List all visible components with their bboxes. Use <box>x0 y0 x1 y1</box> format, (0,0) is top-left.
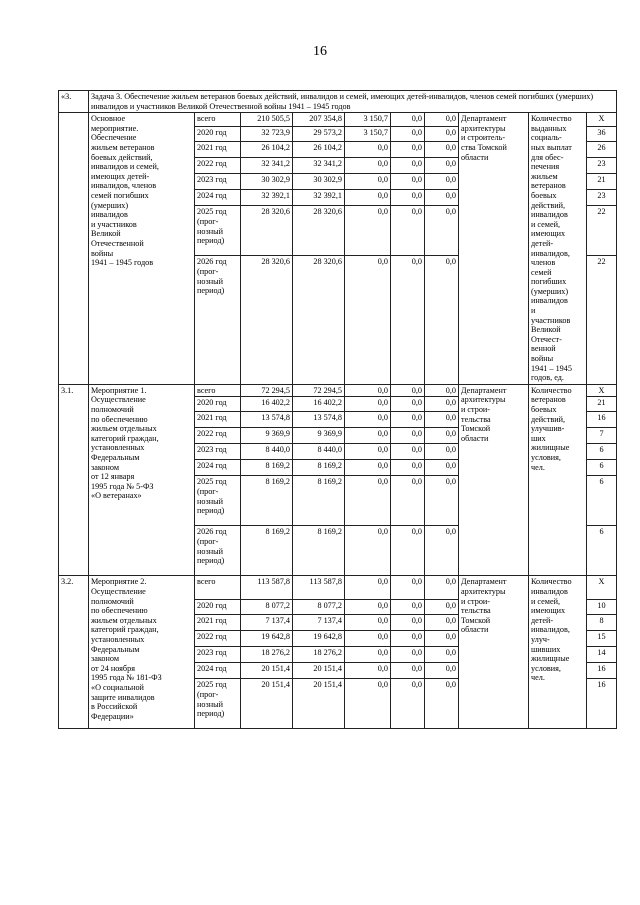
budget-4-cell: 0,0 <box>425 256 459 384</box>
period-cell: 2022 год <box>195 428 241 444</box>
total-cell: 26 104,2 <box>241 142 293 158</box>
budget-3-cell: 0,0 <box>391 460 425 476</box>
budget-1-cell: 13 574,8 <box>293 412 345 428</box>
indicator-value-cell: Х <box>587 113 617 127</box>
budget-2-cell: 0,0 <box>345 647 391 663</box>
budget-3-cell: 0,0 <box>391 615 425 631</box>
indicator-value-cell: 8 <box>587 615 617 631</box>
total-cell: 8 169,2 <box>241 460 293 476</box>
period-cell: всего <box>195 384 241 397</box>
period-cell: всего <box>195 113 241 127</box>
block-number <box>59 113 89 385</box>
budget-4-cell: 0,0 <box>425 142 459 158</box>
budget-1-cell: 113 587,8 <box>293 576 345 600</box>
period-cell: 2026 год (прог-нозный период) <box>195 256 241 384</box>
task-row <box>59 91 617 113</box>
period-cell: 2025 год (прог-нозный период) <box>195 679 241 729</box>
total-cell: 7 137,4 <box>241 615 293 631</box>
budget-3-cell: 0,0 <box>391 127 425 142</box>
block-number: 3.2. <box>59 576 89 729</box>
indicator-value-cell: 15 <box>587 631 617 647</box>
indicator-value-cell: Х <box>587 576 617 600</box>
page-number: 16 <box>313 44 327 59</box>
total-cell: 30 302,9 <box>241 174 293 190</box>
period-cell: 2021 год <box>195 142 241 158</box>
budget-1-cell: 9 369,9 <box>293 428 345 444</box>
budget-1-cell: 8 169,2 <box>293 476 345 526</box>
total-cell: 8 169,2 <box>241 476 293 526</box>
budget-1-cell: 20 151,4 <box>293 679 345 729</box>
budget-1-cell: 32 392,1 <box>293 190 345 206</box>
indicator-value-cell: Х <box>587 384 617 397</box>
budget-4-cell: 0,0 <box>425 428 459 444</box>
indicator-value-cell: 16 <box>587 679 617 729</box>
indicator-cell: Количество выданных социаль- ных выплат для обес- печения жильем ветеранов боевых действий, инвалидов и семей, имеющих детей- инвалидов, членов семей погибших (умерших) инвалидов и участников Великой Отечест- венной войны 1941 – 1945 годов, ед. <box>529 113 587 385</box>
budget-1-cell: 28 320,6 <box>293 256 345 384</box>
total-cell: 28 320,6 <box>241 206 293 256</box>
budget-1-cell: 8 077,2 <box>293 600 345 615</box>
budget-4-cell: 0,0 <box>425 174 459 190</box>
period-cell: 2024 год <box>195 663 241 679</box>
indicator-cell: Количество инвалидов и семей, имеющих детей- инвалидов, улуч- шивших жилищные условия, чел. <box>529 576 587 729</box>
budget-4-cell: 0,0 <box>425 631 459 647</box>
budget-3-cell: 0,0 <box>391 476 425 526</box>
budget-3-cell: 0,0 <box>391 256 425 384</box>
program-table <box>58 90 617 729</box>
budget-2-cell: 3 150,7 <box>345 127 391 142</box>
period-cell: 2024 год <box>195 460 241 476</box>
budget-4-cell: 0,0 <box>425 576 459 600</box>
total-cell: 13 574,8 <box>241 412 293 428</box>
block-description: Основное мероприятие. Обеспечение жильем ветеранов боевых действий, инвалидов и семей, имеющих детей- инвалидов, членов семей погибших (умерших) инвалидов и участников Великой Отечественной войны 1941 – 1945 годов <box>89 113 195 385</box>
indicator-value-cell: 7 <box>587 428 617 444</box>
budget-2-cell: 0,0 <box>345 397 391 412</box>
budget-1-cell: 32 341,2 <box>293 158 345 174</box>
budget-4-cell: 0,0 <box>425 679 459 729</box>
budget-3-cell: 0,0 <box>391 526 425 576</box>
total-cell: 16 402,2 <box>241 397 293 412</box>
indicator-value-cell: 22 <box>587 256 617 384</box>
indicator-value-cell: 6 <box>587 526 617 576</box>
budget-1-cell: 16 402,2 <box>293 397 345 412</box>
budget-2-cell: 0,0 <box>345 412 391 428</box>
block-description: Мероприятие 2. Осуществление полномочий по обеспечению жильем отдельных категорий граждан, установленных Федеральным законом от 24 ноября 1995 года № 181-ФЗ «О социальной защите инвалидов в Российской Федерации» <box>89 576 195 729</box>
indicator-value-cell: 6 <box>587 476 617 526</box>
period-cell: 2022 год <box>195 631 241 647</box>
block-number: 3.1. <box>59 384 89 576</box>
total-cell: 28 320,6 <box>241 256 293 384</box>
budget-2-cell: 0,0 <box>345 158 391 174</box>
budget-1-cell: 8 169,2 <box>293 460 345 476</box>
budget-2-cell: 0,0 <box>345 526 391 576</box>
budget-1-cell: 28 320,6 <box>293 206 345 256</box>
task-number: «3. <box>59 91 89 113</box>
budget-2-cell: 0,0 <box>345 615 391 631</box>
budget-1-cell: 7 137,4 <box>293 615 345 631</box>
budget-2-cell: 0,0 <box>345 174 391 190</box>
budget-3-cell: 0,0 <box>391 206 425 256</box>
budget-2-cell: 0,0 <box>345 190 391 206</box>
budget-4-cell: 0,0 <box>425 526 459 576</box>
total-cell: 20 151,4 <box>241 663 293 679</box>
indicator-value-cell: 26 <box>587 142 617 158</box>
indicator-value-cell: 6 <box>587 460 617 476</box>
budget-3-cell: 0,0 <box>391 679 425 729</box>
total-cell: 18 276,2 <box>241 647 293 663</box>
budget-3-cell: 0,0 <box>391 412 425 428</box>
budget-1-cell: 19 642,8 <box>293 631 345 647</box>
period-cell: всего <box>195 576 241 600</box>
indicator-value-cell: 21 <box>587 174 617 190</box>
total-cell: 8 077,2 <box>241 600 293 615</box>
budget-3-cell: 0,0 <box>391 190 425 206</box>
period-cell: 2020 год <box>195 600 241 615</box>
budget-1-cell: 8 440,0 <box>293 444 345 460</box>
table-body <box>59 91 617 729</box>
period-cell: 2023 год <box>195 647 241 663</box>
budget-1-cell: 8 169,2 <box>293 526 345 576</box>
indicator-value-cell: 14 <box>587 647 617 663</box>
period-cell: 2020 год <box>195 397 241 412</box>
budget-3-cell: 0,0 <box>391 631 425 647</box>
budget-3-cell: 0,0 <box>391 576 425 600</box>
period-cell: 2023 год <box>195 444 241 460</box>
budget-4-cell: 0,0 <box>425 600 459 615</box>
budget-2-cell: 0,0 <box>345 600 391 615</box>
table-row <box>59 576 617 600</box>
budget-2-cell: 0,0 <box>345 142 391 158</box>
total-cell: 32 341,2 <box>241 158 293 174</box>
budget-3-cell: 0,0 <box>391 142 425 158</box>
period-cell: 2025 год (прог-нозный период) <box>195 476 241 526</box>
budget-3-cell: 0,0 <box>391 397 425 412</box>
indicator-cell: Количество ветеранов боевых действий, улучшив- ших жилищные условия, чел. <box>529 384 587 576</box>
period-cell: 2023 год <box>195 174 241 190</box>
period-cell: 2024 год <box>195 190 241 206</box>
budget-4-cell: 0,0 <box>425 444 459 460</box>
budget-4-cell: 0,0 <box>425 113 459 127</box>
budget-2-cell: 0,0 <box>345 428 391 444</box>
budget-4-cell: 0,0 <box>425 615 459 631</box>
budget-4-cell: 0,0 <box>425 663 459 679</box>
indicator-value-cell: 6 <box>587 444 617 460</box>
budget-2-cell: 0,0 <box>345 444 391 460</box>
budget-2-cell: 0,0 <box>345 663 391 679</box>
total-cell: 210 505,5 <box>241 113 293 127</box>
budget-4-cell: 0,0 <box>425 412 459 428</box>
budget-1-cell: 207 354,8 <box>293 113 345 127</box>
total-cell: 20 151,4 <box>241 679 293 729</box>
budget-4-cell: 0,0 <box>425 476 459 526</box>
budget-4-cell: 0,0 <box>425 127 459 142</box>
budget-2-cell: 3 150,7 <box>345 113 391 127</box>
total-cell: 32 723,9 <box>241 127 293 142</box>
budget-1-cell: 18 276,2 <box>293 647 345 663</box>
budget-4-cell: 0,0 <box>425 460 459 476</box>
budget-4-cell: 0,0 <box>425 647 459 663</box>
budget-2-cell: 0,0 <box>345 384 391 397</box>
budget-2-cell: 0,0 <box>345 460 391 476</box>
total-cell: 113 587,8 <box>241 576 293 600</box>
indicator-value-cell: 23 <box>587 158 617 174</box>
indicator-value-cell: 23 <box>587 190 617 206</box>
total-cell: 8 169,2 <box>241 526 293 576</box>
indicator-value-cell: 21 <box>587 397 617 412</box>
budget-3-cell: 0,0 <box>391 444 425 460</box>
total-cell: 72 294,5 <box>241 384 293 397</box>
indicator-value-cell: 16 <box>587 663 617 679</box>
budget-2-cell: 0,0 <box>345 576 391 600</box>
budget-3-cell: 0,0 <box>391 428 425 444</box>
budget-1-cell: 29 573,2 <box>293 127 345 142</box>
period-cell: 2021 год <box>195 412 241 428</box>
table-row <box>59 113 617 127</box>
total-cell: 9 369,9 <box>241 428 293 444</box>
budget-1-cell: 30 302,9 <box>293 174 345 190</box>
block-description: Мероприятие 1. Осуществление полномочий по обеспечению жильем отдельных категорий граждан, установленных Федеральным законом от 12 января 1995 года № 5-ФЗ «О ветеранах» <box>89 384 195 576</box>
total-cell: 8 440,0 <box>241 444 293 460</box>
period-cell: 2021 год <box>195 615 241 631</box>
indicator-value-cell: 16 <box>587 412 617 428</box>
budget-2-cell: 0,0 <box>345 679 391 729</box>
budget-3-cell: 0,0 <box>391 113 425 127</box>
budget-4-cell: 0,0 <box>425 397 459 412</box>
executor-cell: Департамент архитектуры и строи- тельства Томской области <box>459 576 529 729</box>
indicator-value-cell: 10 <box>587 600 617 615</box>
budget-3-cell: 0,0 <box>391 663 425 679</box>
budget-2-cell: 0,0 <box>345 631 391 647</box>
executor-cell: Департамент архитектуры и строитель- ства Томской области <box>459 113 529 385</box>
budget-2-cell: 0,0 <box>345 206 391 256</box>
period-cell: 2020 год <box>195 127 241 142</box>
budget-3-cell: 0,0 <box>391 600 425 615</box>
budget-3-cell: 0,0 <box>391 158 425 174</box>
budget-3-cell: 0,0 <box>391 384 425 397</box>
budget-1-cell: 72 294,5 <box>293 384 345 397</box>
period-cell: 2025 год (прог-нозный период) <box>195 206 241 256</box>
indicator-value-cell: 36 <box>587 127 617 142</box>
budget-2-cell: 0,0 <box>345 256 391 384</box>
budget-2-cell: 0,0 <box>345 476 391 526</box>
budget-3-cell: 0,0 <box>391 174 425 190</box>
table-row <box>59 384 617 397</box>
budget-4-cell: 0,0 <box>425 206 459 256</box>
total-cell: 19 642,8 <box>241 631 293 647</box>
budget-4-cell: 0,0 <box>425 190 459 206</box>
budget-1-cell: 20 151,4 <box>293 663 345 679</box>
budget-3-cell: 0,0 <box>391 647 425 663</box>
indicator-value-cell: 22 <box>587 206 617 256</box>
period-cell: 2022 год <box>195 158 241 174</box>
executor-cell: Департамент архитектуры и строи- тельства Томской области <box>459 384 529 576</box>
task-title: Задача 3. Обеспечение жильем ветеранов боевых действий, инвалидов и семей, имеющих детей-инвалидов, членов семей погибших (умерших) инвалидов и участников Великой Отечественной войны 1941 – 1945 годов <box>89 91 617 113</box>
budget-1-cell: 26 104,2 <box>293 142 345 158</box>
total-cell: 32 392,1 <box>241 190 293 206</box>
period-cell: 2026 год (прог-нозный период) <box>195 526 241 576</box>
budget-4-cell: 0,0 <box>425 158 459 174</box>
budget-4-cell: 0,0 <box>425 384 459 397</box>
